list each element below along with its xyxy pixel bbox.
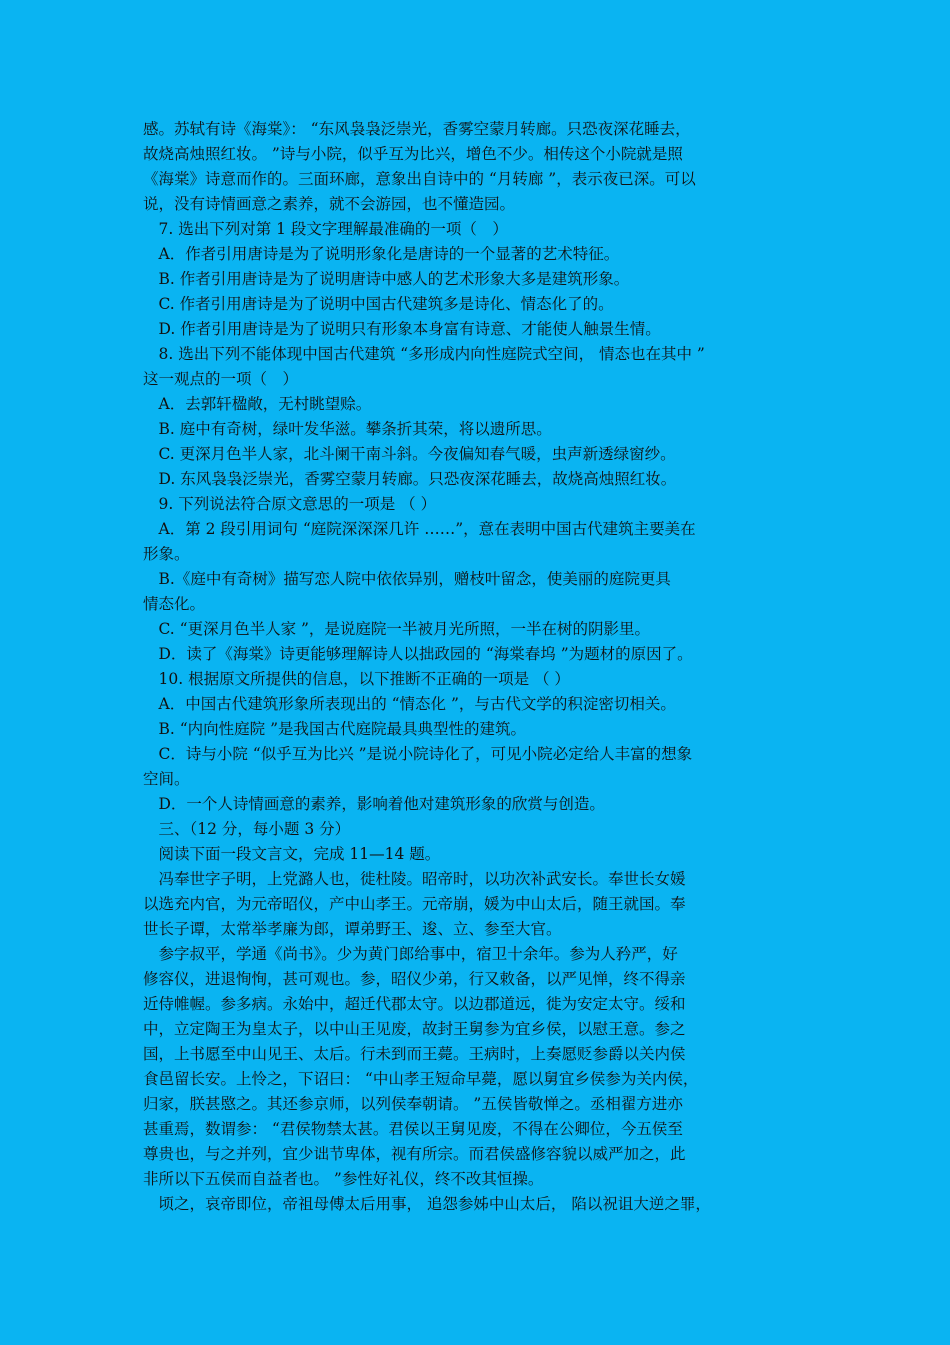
text-line: 非所以下五侯而自益者也。 ”参性好礼仪，终不改其恒操。 bbox=[143, 1170, 544, 1188]
text-line: 甚重焉，数谓参： “君侯物禁太甚。君侯以王舅见废，不得在公卿位，今五侯至 bbox=[143, 1120, 683, 1138]
text-line: B. 庭中有奇树，绿叶发华滋。攀条折其荣，将以遗所思。 bbox=[143, 420, 552, 438]
text-line: D．一个人诗情画意的素养，影响着他对建筑形象的欣赏与创造。 bbox=[143, 795, 605, 813]
text-line: C．诗与小院 “似乎互为比兴 ”是说小院诗化了，可见小院必定给人丰富的想象 bbox=[143, 745, 693, 763]
text-line: 8. 选出下列不能体现中国古代建筑 “多形成内向性庭院式空间， 情态也在其中 ” bbox=[143, 345, 705, 363]
text-line: 世长子谭，太常举孝廉为郎，谭弟野王、逡、立、参至大官。 bbox=[143, 920, 562, 938]
text-line: 参字叔平，学通《尚书》。少为黄门郎给事中，宿卫十余年。参为人矜严，好 bbox=[143, 945, 678, 963]
text-line: 这一观点的一项（ ） bbox=[143, 370, 299, 388]
text-line: C. “更深月色半人家 ”，是说庭院一半被月光所照，一半在树的阴影里。 bbox=[143, 620, 650, 638]
text-line: A．第 2 段引用词句 “庭院深深深几许 ……”，意在表明中国古代建筑主要美在 bbox=[143, 520, 696, 538]
text-line: 形象。 bbox=[143, 545, 190, 563]
text-line: 阅读下面一段文言文，完成 11—14 题。 bbox=[143, 845, 441, 863]
text-line: 9. 下列说法符合原文意思的一项是 （ ） bbox=[143, 495, 437, 513]
text-line: 空间。 bbox=[143, 770, 190, 788]
text-line: A．中国古代建筑形象所表现出的 “情态化 ”，与古代文学的积淀密切相关。 bbox=[143, 695, 676, 713]
text-line: 说，没有诗情画意之素养，就不会游园，也不懂造园。 bbox=[143, 195, 516, 213]
text-line: D. 作者引用唐诗是为了说明只有形象本身富有诗意、才能使人触景生情。 bbox=[143, 320, 661, 338]
text-line: 三、（12 分，每小题 3 分） bbox=[143, 820, 351, 838]
text-line: 情态化。 bbox=[143, 595, 206, 613]
text-line: D. 东风袅袅泛崇光，香雾空蒙月转廊。只恐夜深花睡去，故烧高烛照红妆。 bbox=[143, 470, 677, 488]
text-line: 《海棠》诗意而作的。三面环廊，意象出自诗中的 “月转廊 ”，表示夜已深。可以 bbox=[143, 170, 696, 188]
text-line: 顷之，哀帝即位，帝祖母傅太后用事， 追怨参姊中山太后， 陷以祝诅大逆之罪， bbox=[143, 1195, 711, 1213]
text-line: 以选充内官，为元帝昭仪，产中山孝王。元帝崩，媛为中山太后，随王就国。奉 bbox=[143, 895, 686, 913]
text-line: 中，立定陶王为皇太子，以中山王见废，故封王舅参为宜乡侯，以慰王意。参之 bbox=[143, 1020, 686, 1038]
text-line: 归家，朕甚愍之。其还参京师，以列侯奉朝请。 ”五侯皆敬惮之。丞相翟方进亦 bbox=[143, 1095, 683, 1113]
text-line: B. “内向性庭院 ”是我国古代庭院最具典型性的建筑。 bbox=[143, 720, 527, 738]
text-line: B.《庭中有奇树》描写恋人院中依依异别，赠枝叶留念，使美丽的庭院更具 bbox=[143, 570, 671, 588]
text-line: 感。苏轼有诗《海棠》： “东风袅袅泛崇光，香雾空蒙月转廊。只恐夜深花睡去， bbox=[143, 120, 691, 138]
text-line: A．去郭轩楹敞，无村眺望赊。 bbox=[143, 395, 372, 413]
document-text bbox=[143, 117, 808, 1217]
text-line: 冯奉世字子明，上党潞人也，徙杜陵。昭帝时，以功次补武安长。奉世长女媛 bbox=[143, 870, 686, 888]
text-line: 近侍帷幄。参多病。永始中，超迁代郡太守。以边郡道远，徙为安定太守。绥和 bbox=[143, 995, 686, 1013]
text-line: 尊贵也，与之并列，宜少诎节卑体，视有所宗。而君侯盛修容貌以威严加之，此 bbox=[143, 1145, 686, 1163]
text-line: 修容仪，进退恂恂，甚可观也。参，昭仪少弟，行又敕备，以严见惮，终不得亲 bbox=[143, 970, 686, 988]
text-line: C. 更深月色半人家，北斗阑干南斗斜。今夜偏知春气暖，虫声新透绿窗纱。 bbox=[143, 445, 676, 463]
text-line: D．读了《海棠》诗更能够理解诗人以拙政园的 “海棠春坞 ”为题材的原因了。 bbox=[143, 645, 693, 663]
text-line: B. 作者引用唐诗是为了说明唐诗中感人的艺术形象大多是建筑形象。 bbox=[143, 270, 630, 288]
text-line: 故烧高烛照红妆。 ”诗与小院，似乎互为比兴，增色不少。相传这个小院就是照 bbox=[143, 145, 683, 163]
text-line: 食邑留长安。上怜之，下诏曰： “中山孝王短命早薨，愿以舅宜乡侯参为关内侯， bbox=[143, 1070, 699, 1088]
text-line: 7. 选出下列对第 1 段文字理解最准确的一项（ ） bbox=[143, 220, 508, 238]
text-line: 国，上书愿至中山见王、太后。行未到而王薨。王病时，上奏愿贬参爵以关内侯 bbox=[143, 1045, 686, 1063]
text-line: 10. 根据原文所提供的信息，以下推断不正确的一项是 （ ） bbox=[143, 670, 570, 688]
text-line: A．作者引用唐诗是为了说明形象化是唐诗的一个显著的艺术特征。 bbox=[143, 245, 620, 263]
text-line: C. 作者引用唐诗是为了说明中国古代建筑多是诗化、情态化了的。 bbox=[143, 295, 614, 313]
